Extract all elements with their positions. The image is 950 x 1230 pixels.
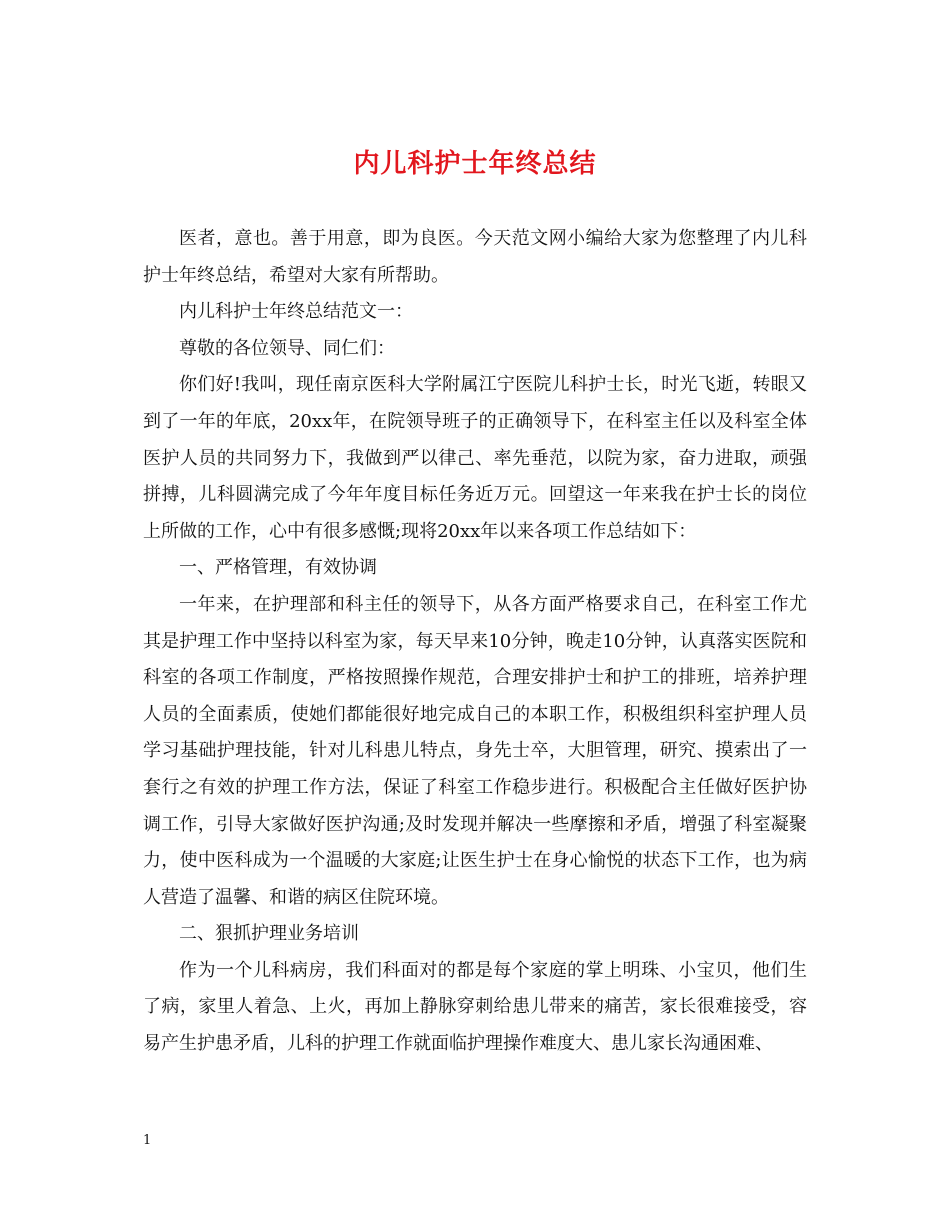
paragraph-greeting: 你们好!我叫，现任南京医科大学附属江宁医院儿科护士长，时光飞逝，转眼又到了一年的年底，20xx年，在院领导班子的正确领导下，在科室主任以及科室全体医护人员的共同努力下，我做到严以律己、率先垂范，以院为家，奋力进取，顽强拼搏，儿科圆满完成了今年年度目标任务近万元。回望这一年来我在护士长的岗位上所做的工作，心中有很多感慨;现将20xx年以来各项工作总结如下： bbox=[143, 374, 807, 542]
paragraph-section-2: 作为一个儿科病房，我们科面对的都是每个家庭的掌上明珠、小宝贝，他们生了病，家里人着急、上火，再加上静脉穿刺给患儿带来的痛苦，家长很难接受，容易产生护患矛盾，儿科的护理工作就面临护理操作难度大、患儿家长沟通困难、 bbox=[143, 959, 807, 1055]
paragraph-sample-heading: 内儿科护士年终总结范文一： bbox=[179, 301, 413, 323]
page-number: 1 bbox=[143, 1133, 152, 1148]
section-heading-1: 一、严格管理，有效协调 bbox=[179, 557, 377, 579]
document-body bbox=[143, 221, 807, 1063]
page-title: 内儿科护士年终总结 bbox=[353, 149, 597, 179]
paragraph-salutation: 尊敬的各位领导、同仁们： bbox=[179, 337, 395, 359]
section-heading-2: 二、狠抓护理业务培训 bbox=[179, 923, 359, 945]
paragraph-intro: 医者，意也。善于用意，即为良医。今天范文网小编给大家为您整理了内儿科护士年终总结，希望对大家有所帮助。 bbox=[143, 228, 807, 286]
paragraph-section-1: 一年来，在护理部和科主任的领导下，从各方面严格要求自己，在科室工作尤其是护理工作中坚持以科室为家，每天早来10分钟，晚走10分钟，认真落实医院和科室的各项工作制度，严格按照操作规范，合理安排护士和护工的排班，培养护理人员的全面素质，使她们都能很好地完成自己的本职工作，积极组织科室护理人员学习基础护理技能，针对儿科患儿特点，身先士卒，大胆管理，研究、摸索出了一套行之有效的护理工作方法，保证了科室工作稳步进行。积极配合主任做好医护协调工作，引导大家做好医护沟通;及时发现并解决一些摩擦和矛盾，增强了科室凝聚力，使中医科成为一个温暖的大家庭;让医生护士在身心愉悦的状态下工作，也为病人营造了温馨、和谐的病区住院环境。 bbox=[143, 593, 807, 908]
